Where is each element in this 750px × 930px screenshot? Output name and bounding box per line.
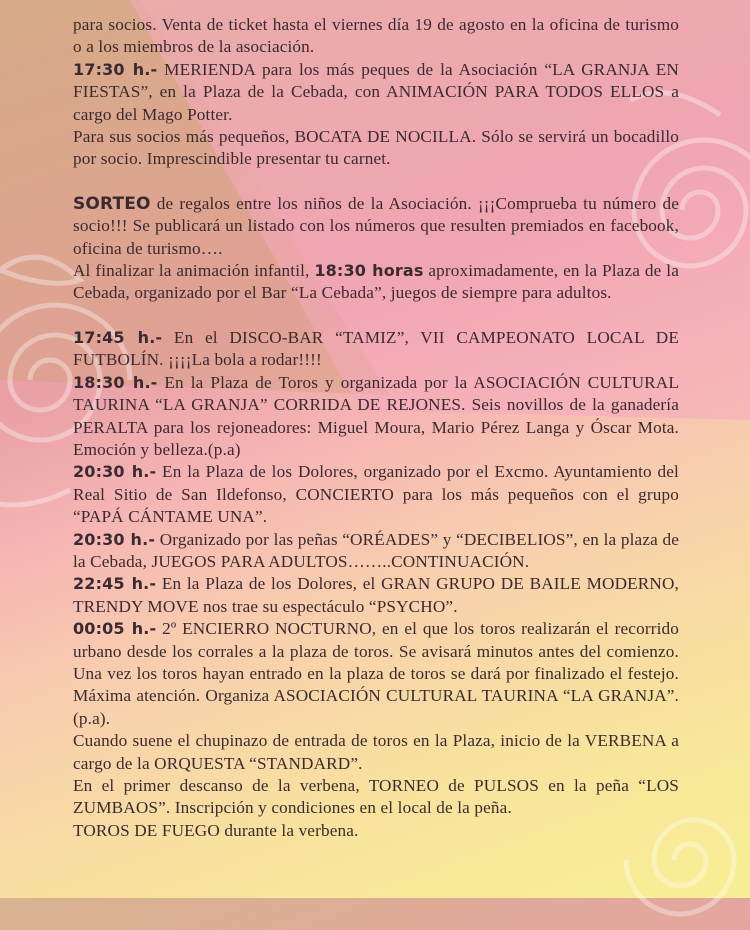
program-paragraph: [73, 529, 679, 574]
program-paragraph: [73, 14, 679, 59]
time-label: 00:05 h.-: [73, 619, 157, 639]
paragraph-text: de regalos entre los niños de la Asociación. ¡¡¡Comprueba tu número de socio!!! Se publicará un listado con los números que resulten premiados en facebook, oficina de turismo….: [73, 193, 679, 258]
program-paragraph: [73, 59, 679, 126]
program-paragraph: [73, 461, 679, 528]
paragraph-text: En la Plaza de los Dolores, organizado por el Excmo. Ayuntamiento del Real Sitio de San Ildefonso, CONCIERTO para los más pequeños con el grupo “PAPÁ CÁNTAME UNA”.: [73, 462, 679, 527]
program-paragraph: [73, 618, 679, 730]
program-paragraph: [73, 327, 679, 372]
event-program-text: [73, 14, 679, 842]
time-label: 20:30 h.-: [73, 462, 157, 482]
program-paragraph: [73, 260, 679, 305]
paragraph-text: Organizado por las peñas “ORÉADES” y “DECIBELIOS”, en la plaza de la Cebada, JUEGOS PARA ADULTOS……..CONTINUACIÓN.: [73, 529, 679, 571]
time-label: 17:45 h.-: [73, 327, 163, 347]
time-label: 20:30 h.-: [73, 529, 156, 549]
paragraph-spacer: [73, 305, 679, 327]
paragraph-text: En la Plaza de Toros y organizada por la ASOCIACIÓN CULTURAL TAURINA “LA GRANJA” CORRIDA DE REJONES. Seis novillos de la ganadería PERALTA para los rejoneadores: Miguel Moura, Mario Pérez Langa y Óscar Mota. Emoción y belleza.(p.a): [73, 372, 679, 459]
paragraph-text: TOROS DE FUEGO durante la verbena.: [73, 820, 359, 840]
time-label: 18:30 h.-: [73, 372, 158, 392]
time-label: 18:30 horas: [314, 261, 424, 281]
program-paragraph: [73, 126, 679, 171]
paragraph-text: Al finalizar la animación infantil,: [73, 261, 315, 281]
program-paragraph: [73, 730, 679, 775]
paragraph-text: 2º ENCIERRO NOCTURNO, en el que los toros realizarán el recorrido urbano desde los corrales a la plaza de toros. Se avisará minutos antes del comienzo. Una vez los toros hayan entrado en la plaza de toros se dará por finalizado el festejo. Máxima atención. Organiza ASOCIACIÓN CULTURAL TAURINA “LA GRANJA”. (p.a).: [73, 619, 679, 728]
time-label: 22:45 h.-: [73, 574, 157, 594]
paragraph-text: En la Plaza de los Dolores, el GRAN GRUPO DE BAILE MODERNO, TRENDY MOVE nos trae su espectáculo “PSYCHO”.: [73, 574, 679, 616]
highlight-label: SORTEO: [73, 193, 151, 214]
program-paragraph: [73, 372, 679, 462]
program-paragraph: [73, 193, 679, 260]
paragraph-text: Para sus socios más pequeños, BOCATA DE NOCILLA. Sólo se servirá un bocadillo por socio. Imprescindible presentar tu carnet.: [73, 127, 679, 169]
paragraph-text: En el DISCO-BAR “TAMIZ”, VII CAMPEONATO LOCAL DE FUTBOLÍN. ¡¡¡¡La bola a rodar!!!!: [73, 327, 679, 370]
paragraph-text: Cuando suene el chupinazo de entrada de toros en la Plaza, inicio de la VERBENA a cargo de la ORQUESTA “STANDARD”.: [73, 731, 679, 773]
paragraph-spacer: [73, 171, 679, 193]
time-label: 17:30 h.-: [73, 59, 158, 79]
paragraph-text: MERIENDA para los más peques de la Asociación “LA GRANJA EN FIESTAS”, en la Plaza de la Cebada, con ANIMACIÓN PARA TODOS ELLOS a cargo del Mago Potter.: [73, 59, 679, 124]
paragraph-text: aproximadamente, en la Plaza de la Cebada, organizado por el Bar “La Cebada”, juegos de siempre para adultos.: [73, 261, 679, 303]
program-paragraph: [73, 775, 679, 820]
program-paragraph: [73, 820, 679, 842]
paragraph-text: En el primer descanso de la verbena, TORNEO de PULSOS en la peña “LOS ZUMBAOS”. Inscripción y condiciones en el local de la peña.: [73, 776, 679, 818]
program-paragraph: [73, 573, 679, 618]
paragraph-text: para socios. Venta de ticket hasta el viernes día 19 de agosto en la oficina de turismo o a los miembros de la asociación.: [73, 15, 679, 57]
